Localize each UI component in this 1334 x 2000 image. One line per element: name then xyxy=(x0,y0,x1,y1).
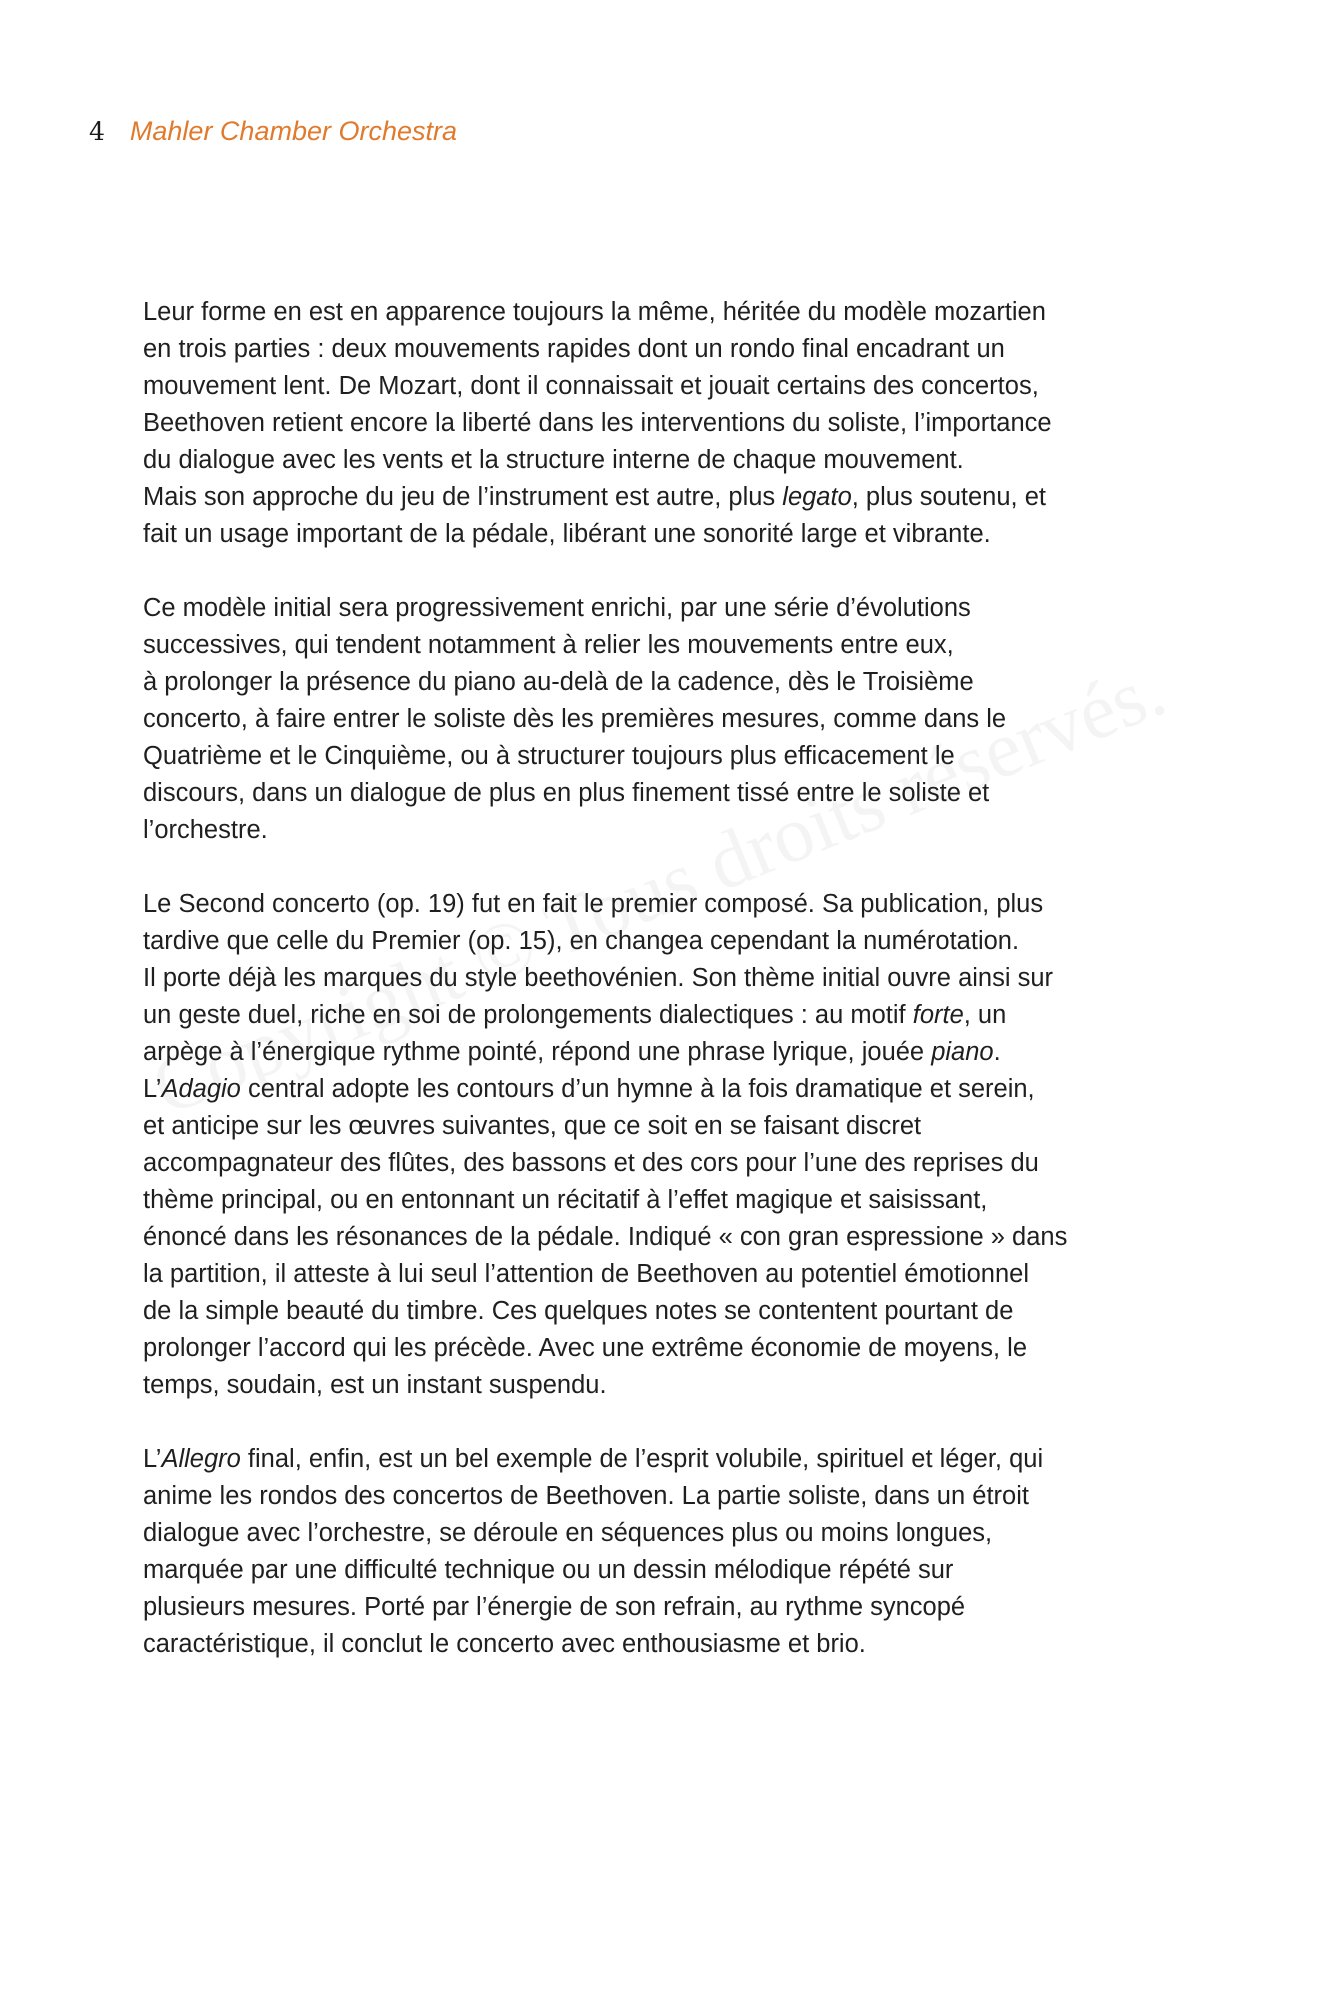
text-line xyxy=(143,738,1208,775)
text-line xyxy=(143,997,1208,1034)
text-segment: Quatrième et le Cinquième, ou à structurer toujours plus efficacement le xyxy=(143,742,955,770)
text-line xyxy=(143,1441,1208,1478)
text-segment: discours, dans un dialogue de plus en plus finement tissé entre le soliste et xyxy=(143,779,990,807)
text-line xyxy=(143,442,1208,479)
text-segment: Le Second concerto (op. 19) fut en fait le premier composé. Sa publication, plus xyxy=(143,890,1044,918)
running-title: Mahler Chamber Orchestra xyxy=(129,116,458,146)
page-number: 4 xyxy=(89,117,105,146)
text-line xyxy=(143,479,1208,516)
text-segment: la partition, il atteste à lui seul l’attention de Beethoven au potentiel émotionnel xyxy=(143,1260,1030,1288)
text-segment: L’ xyxy=(143,1075,162,1103)
text-segment: dialogue avec l’orchestre, se déroule en séquences plus ou moins longues, xyxy=(143,1519,993,1547)
text-segment: tardive que celle du Premier (op. 15), en changea cependant la numérotation. xyxy=(143,927,1020,955)
text-segment: concerto, à faire entrer le soliste dès les premières mesures, comme dans le xyxy=(143,705,1007,733)
paragraph-4 xyxy=(143,1441,1208,1663)
text-segment: successives, qui tendent notamment à relier les mouvements entre eux, xyxy=(143,631,954,659)
text-segment: Mais son approche du jeu de l’instrument est autre, plus xyxy=(143,483,783,511)
text-line xyxy=(143,1034,1208,1071)
text-segment: en trois parties : deux mouvements rapides dont un rondo final encadrant un xyxy=(143,335,1005,363)
text-line xyxy=(143,664,1208,701)
text-line xyxy=(143,1515,1208,1552)
text-segment: plusieurs mesures. Porté par l’énergie de son refrain, au rythme syncopé xyxy=(143,1593,966,1621)
page-header xyxy=(89,116,457,156)
text-segment: de la simple beauté du timbre. Ces quelques notes se contentent pourtant de xyxy=(143,1297,1014,1325)
text-line xyxy=(143,590,1208,627)
italic-term: Allegro xyxy=(161,1445,241,1473)
text-segment: , plus soutenu, et xyxy=(851,483,1046,511)
text-segment: marquée par une difficulté technique ou un dessin mélodique répété sur xyxy=(143,1556,954,1584)
text-segment: temps, soudain, est un instant suspendu. xyxy=(143,1371,607,1399)
text-line xyxy=(143,775,1208,812)
text-line xyxy=(143,1626,1208,1663)
text-line xyxy=(143,1552,1208,1589)
text-segment: fait un usage important de la pédale, libérant une sonorité large et vibrante. xyxy=(143,520,991,548)
text-segment: Beethoven retient encore la liberté dans les interventions du soliste, l’importance xyxy=(143,409,1052,437)
text-segment: , un xyxy=(963,1001,1007,1029)
text-segment: du dialogue avec les vents et la structure interne de chaque mouvement. xyxy=(143,446,964,474)
text-segment: final, enfin, est un bel exemple de l’esprit volubile, spirituel et léger, qui xyxy=(240,1445,1044,1473)
text-line xyxy=(143,1478,1208,1515)
text-line xyxy=(143,1071,1208,1108)
text-line xyxy=(143,1330,1208,1367)
text-line xyxy=(143,1256,1208,1293)
text-line xyxy=(143,1367,1208,1404)
text-segment: thème principal, ou en entonnant un récitatif à l’effet magique et saisissant, xyxy=(143,1186,988,1214)
text-line xyxy=(143,294,1208,331)
text-segment: à prolonger la présence du piano au-delà de la cadence, dès le Troisième xyxy=(143,668,974,696)
text-line xyxy=(143,368,1208,405)
text-segment: Leur forme en est en apparence toujours la même, héritée du modèle mozartien xyxy=(143,298,1046,326)
text-line xyxy=(143,1293,1208,1330)
text-segment: accompagnateur des flûtes, des bassons et des cors pour l’une des reprises du xyxy=(143,1149,1039,1177)
text-line xyxy=(143,1219,1208,1256)
text-segment: caractéristique, il conclut le concerto avec enthousiasme et brio. xyxy=(143,1630,866,1658)
text-segment: mouvement lent. De Mozart, dont il connaissait et jouait certains des concertos, xyxy=(143,372,1039,400)
text-line xyxy=(143,405,1208,442)
text-line xyxy=(143,701,1208,738)
italic-term: legato xyxy=(782,483,852,511)
text-segment: . xyxy=(993,1038,1001,1066)
italic-term: forte xyxy=(912,1001,964,1029)
text-line xyxy=(143,960,1208,997)
italic-term: piano xyxy=(931,1038,994,1066)
text-segment: Il porte déjà les marques du style beethovénien. Son thème initial ouvre ainsi sur xyxy=(143,964,1054,992)
text-line xyxy=(143,516,1208,553)
text-line xyxy=(143,923,1208,960)
text-segment: anime les rondos des concertos de Beethoven. La partie soliste, dans un étroit xyxy=(143,1482,1029,1510)
text-line xyxy=(143,1589,1208,1626)
text-line xyxy=(143,812,1208,849)
text-line xyxy=(143,331,1208,368)
paragraph-1 xyxy=(143,294,1208,553)
paragraph-3 xyxy=(143,886,1208,1404)
text-segment: et anticipe sur les œuvres suivantes, que ce soit en se faisant discret xyxy=(143,1112,922,1140)
text-line xyxy=(143,886,1208,923)
text-segment: l’orchestre. xyxy=(143,816,268,844)
text-segment: Ce modèle initial sera progressivement enrichi, par une série d’évolutions xyxy=(143,594,971,622)
text-segment: un geste duel, riche en soi de prolongements dialectiques : au motif xyxy=(143,1001,913,1029)
italic-term: Adagio xyxy=(161,1075,241,1103)
text-segment: L’ xyxy=(143,1445,162,1473)
text-line xyxy=(143,1145,1208,1182)
text-segment: central adopte les contours d’un hymne à la fois dramatique et serein, xyxy=(240,1075,1035,1103)
text-segment: arpège à l’énergique rythme pointé, répond une phrase lyrique, jouée xyxy=(143,1038,932,1066)
text-segment: énoncé dans les résonances de la pédale. Indiqué « con gran espressione » dans xyxy=(143,1223,1068,1251)
text-line xyxy=(143,627,1208,664)
text-segment: prolonger l’accord qui les précède. Avec une extrême économie de moyens, le xyxy=(143,1334,1028,1362)
text-line xyxy=(143,1182,1208,1219)
text-line xyxy=(143,1108,1208,1145)
body-text xyxy=(143,294,1208,1663)
paragraph-2 xyxy=(143,590,1208,849)
